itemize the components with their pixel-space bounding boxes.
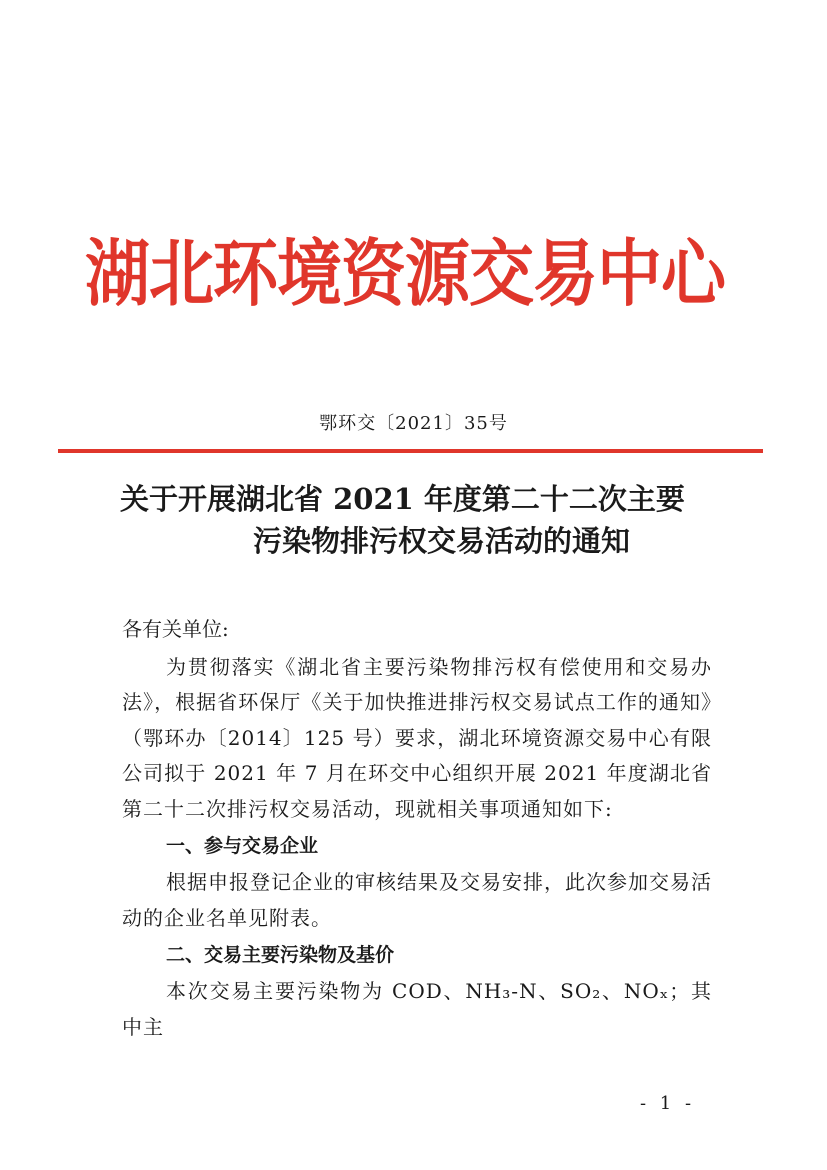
notice-title-line2: 污染物排污权交易活动的通知 — [253, 524, 631, 558]
section-heading-2: 二、交易主要污染物及基价 — [166, 944, 395, 966]
document-number: 鄂环交〔2021〕35号 — [319, 413, 508, 434]
notice-title — [120, 478, 720, 562]
organization-title: 湖北环境资源交易中心 — [85, 232, 726, 317]
paragraph-intro: 为贯彻落实《湖北省主要污染物排污权有偿使用和交易办法》，根据省环保厅《关于加快推进排污权交易试点工作的通知》（鄂环办〔2014〕125 号）要求，湖北环境资源交易中心有限公司拟于 2021 年 7 月在环交中心组织开展 2021 年度湖北省第二十二次排污权交易活动，现就相关事项通知如下: — [122, 654, 712, 821]
section-heading-1: 一、参与交易企业 — [166, 835, 319, 857]
red-divider-line — [58, 449, 763, 453]
paragraph-pollutants: 本次交易主要污染物为 COD、NH₃-N、SO₂、NOₓ；其中主 — [122, 979, 712, 1039]
notice-title-line1: 关于开展湖北省 2021 年度第二十二次主要 — [120, 482, 685, 516]
salutation: 各有关单位: — [122, 617, 229, 641]
page-number: - 1 - — [640, 1093, 696, 1114]
paragraph-enterprises: 根据申报登记企业的审核结果及交易安排，此次参加交易活动的企业名单见附表。 — [122, 870, 712, 930]
notice-body — [122, 612, 712, 1045]
